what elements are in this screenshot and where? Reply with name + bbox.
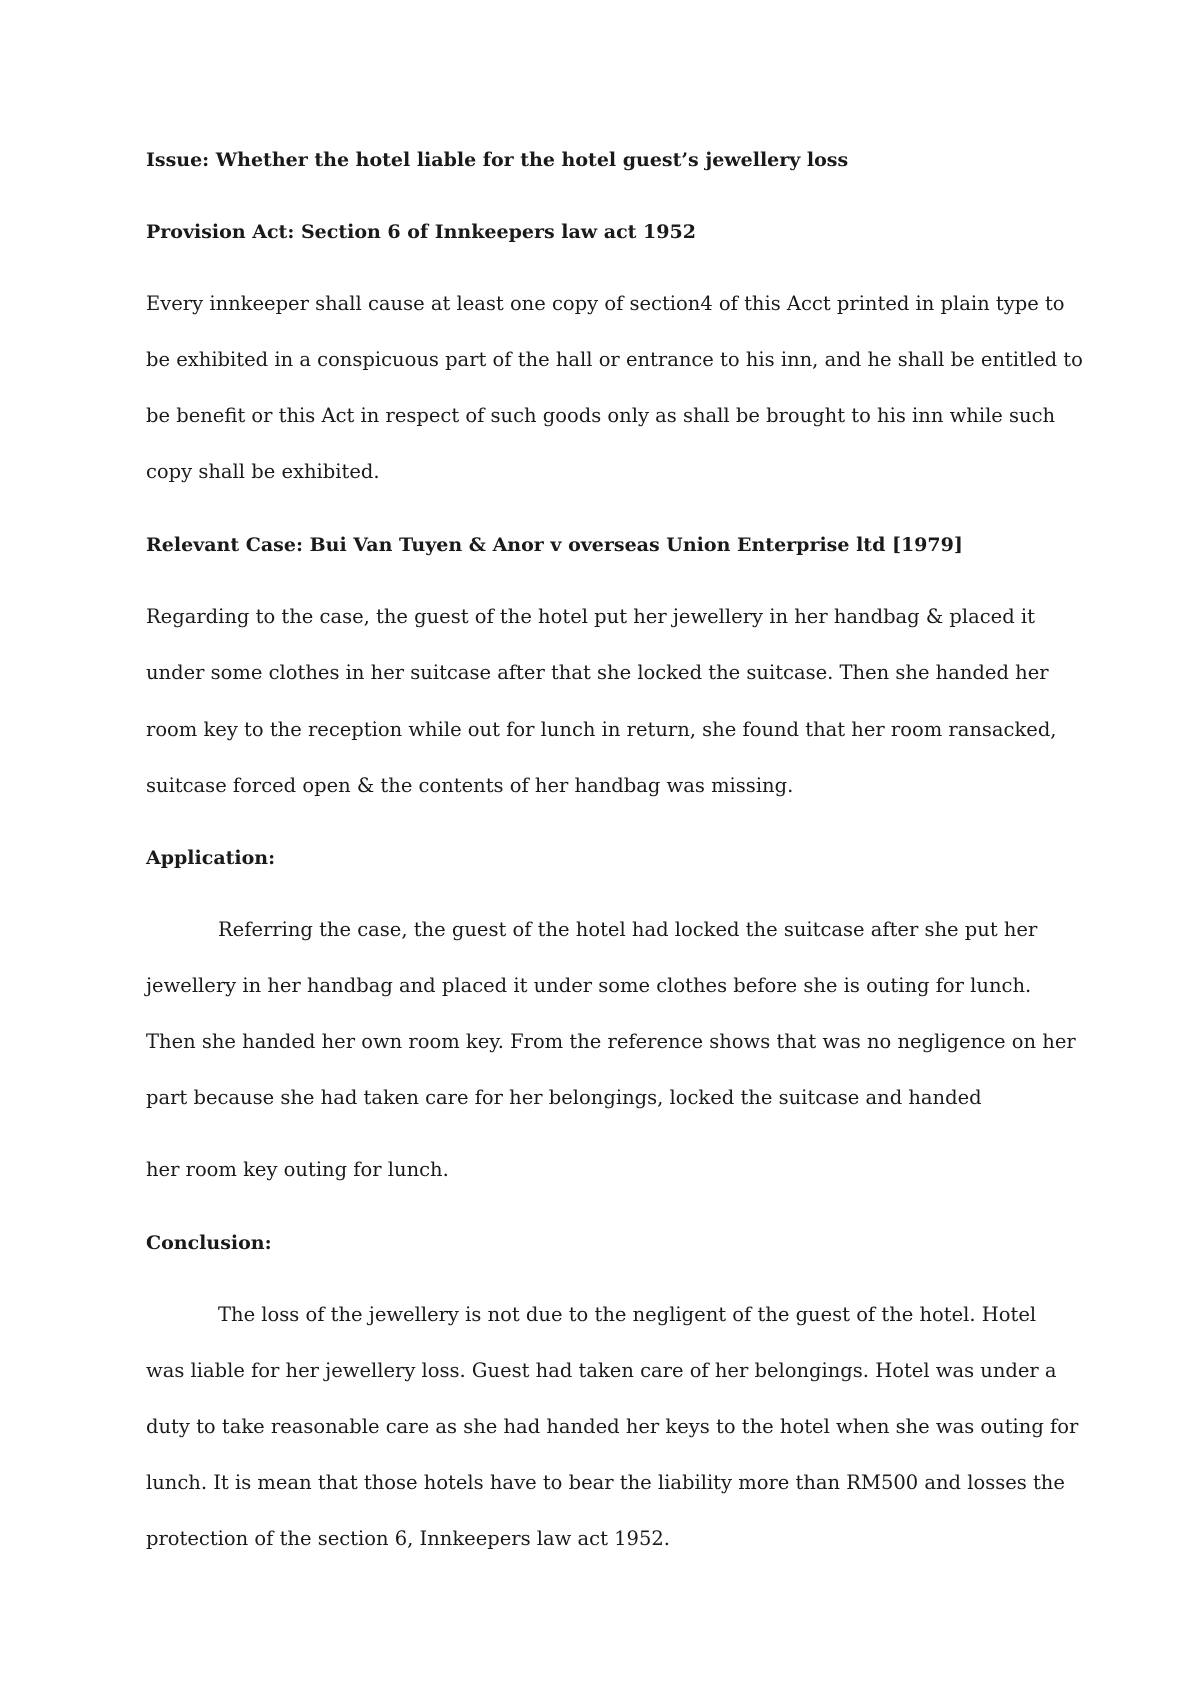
application-line: part because she had taken care for her belongings, locked the suitcase and handed — [146, 1086, 982, 1109]
application-heading: Application: — [146, 847, 276, 869]
case-line: under some clothes in her suitcase after that she locked the suitcase. Then she handed her — [146, 661, 1049, 684]
provision-line: Every innkeeper shall cause at least one copy of section4 of this Acct printed in plain type to — [146, 292, 1065, 315]
provision-line: be benefit or this Act in respect of such goods only as shall be brought to his inn while such — [146, 404, 1056, 427]
provision-line: be exhibited in a conspicuous part of the hall or entrance to his inn, and he shall be entitled to — [146, 348, 1083, 371]
case-line: room key to the reception while out for lunch in return, she found that her room ransacked, — [146, 718, 1057, 741]
issue-heading: Issue: Whether the hotel liable for the hotel guest’s jewellery loss — [146, 149, 849, 171]
case-line: Regarding to the case, the guest of the hotel put her jewellery in her handbag & placed it — [146, 605, 1035, 628]
conclusion-line: lunch. It is mean that those hotels have to bear the liability more than RM500 and losses the — [146, 1471, 1065, 1494]
case-line: suitcase forced open & the contents of her handbag was missing. — [146, 774, 794, 797]
conclusion-line: protection of the section 6, Innkeepers law act 1952. — [146, 1527, 670, 1550]
conclusion-line: The loss of the jewellery is not due to the negligent of the guest of the hotel. Hotel — [218, 1303, 1037, 1326]
conclusion-heading: Conclusion: — [146, 1232, 272, 1254]
application-line: Referring the case, the guest of the hotel had locked the suitcase after she put her — [218, 918, 1038, 941]
conclusion-line: duty to take reasonable care as she had handed her keys to the hotel when she was outing for — [146, 1415, 1079, 1438]
application-line: her room key outing for lunch. — [146, 1158, 449, 1181]
provision-line: copy shall be exhibited. — [146, 460, 380, 483]
conclusion-line: was liable for her jewellery loss. Guest had taken care of her belongings. Hotel was under a — [146, 1359, 1057, 1382]
application-line: jewellery in her handbag and placed it under some clothes before she is outing for lunch. — [146, 974, 1032, 997]
provision-heading: Provision Act: Section 6 of Innkeepers law act 1952 — [146, 221, 696, 243]
case-heading: Relevant Case: Bui Van Tuyen & Anor v overseas Union Enterprise ltd [1979] — [146, 534, 963, 556]
application-line: Then she handed her own room key. From the reference shows that was no negligence on her — [146, 1030, 1076, 1053]
